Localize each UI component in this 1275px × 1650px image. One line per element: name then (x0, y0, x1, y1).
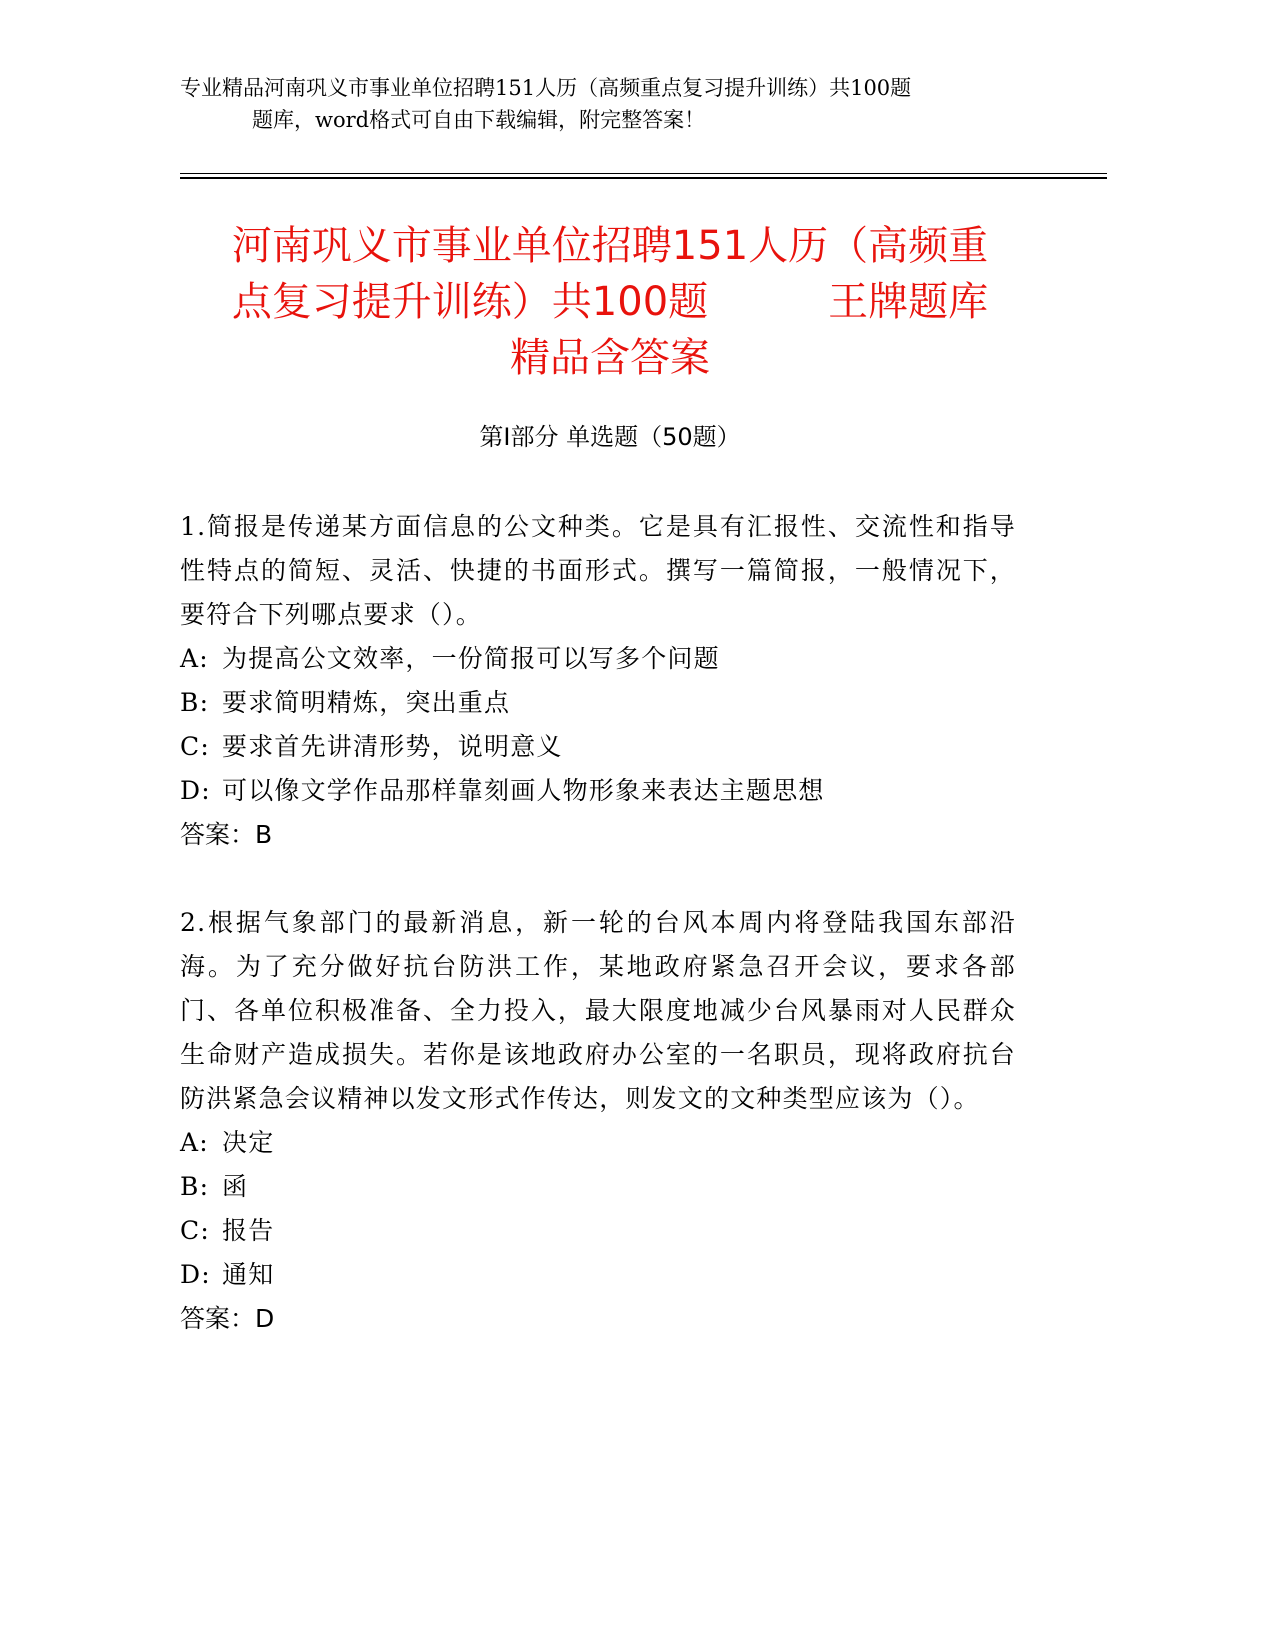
option-text: 要求首先讲清形势，说明意义 (222, 732, 563, 761)
option-key: C: (180, 732, 210, 761)
option-c (180, 725, 1016, 769)
option-text: 决定 (222, 1128, 275, 1157)
option-key: A: (180, 644, 209, 673)
option-d (180, 769, 1016, 813)
section-heading: 第I部分 单选题（50题） (479, 423, 741, 451)
option-key: A: (180, 1128, 209, 1157)
answer-line: 答案：D (180, 1304, 275, 1333)
header-divider-thick (180, 177, 1107, 179)
option-text: 通知 (222, 1260, 275, 1289)
option-text: 为提高公文效率，一份简报可以写多个问题 (222, 644, 720, 673)
title-line-3: 精品含答案 (510, 335, 710, 381)
option-text: 要求简明精炼，突出重点 (222, 688, 511, 717)
option-d (180, 1253, 1016, 1297)
option-text: 报告 (222, 1216, 275, 1245)
header-line-2: 题库，word格式可自由下载编辑，附完整答案！ (252, 108, 706, 132)
option-key: D: (180, 776, 211, 805)
option-key: C: (180, 1216, 210, 1245)
document-title (180, 218, 1040, 386)
option-key: B: (180, 688, 210, 717)
title-line-2 (180, 274, 1040, 330)
option-a (180, 637, 1016, 681)
title-line-2b: 王牌题库 (828, 279, 989, 325)
header-divider-thin (180, 173, 1107, 174)
option-key: B: (180, 1172, 210, 1201)
answer-line: 答案：B (180, 820, 273, 849)
question-list (180, 505, 1016, 1385)
question-stem: 2.根据气象部门的最新消息，新一轮的台风本周内将登陆我国东部沿海。为了充分做好抗台防洪工作，某地政府紧急召开会议，要求各部门、各单位积极准备、全力投入，最大限度地减少台风暴雨对人民群众生命财产造成损失。若你是该地政府办公室的一名职员，现将政府抗台防洪紧急会议精神以发文形式作传达，则发文的文种类型应该为（）。 (180, 908, 1016, 1113)
question-stem: 1.简报是传递某方面信息的公文种类。它是具有汇报性、交流性和指导性特点的简短、灵活、快捷的书面形式。撰写一篇简报，一般情况下，要符合下列哪点要求（）。 (180, 512, 1016, 629)
option-c (180, 1209, 1016, 1253)
option-text: 函 (222, 1172, 249, 1201)
question-item (180, 505, 1016, 857)
option-b (180, 681, 1016, 725)
title-line-1: 河南巩义市事业单位招聘151人历（高频重 (231, 223, 989, 269)
option-b (180, 1165, 1016, 1209)
option-key: D: (180, 1260, 211, 1289)
title-line-2a: 点复习提升训练）共100题 (231, 279, 709, 325)
question-item (180, 901, 1016, 1341)
option-a (180, 1121, 1016, 1165)
option-text: 可以像文学作品那样靠刻画人物形象来表达主题思想 (222, 776, 825, 805)
page-header (180, 72, 1040, 136)
header-line-1: 专业精品河南巩义市事业单位招聘151人历（高频重点复习提升训练）共100题 (180, 76, 912, 100)
